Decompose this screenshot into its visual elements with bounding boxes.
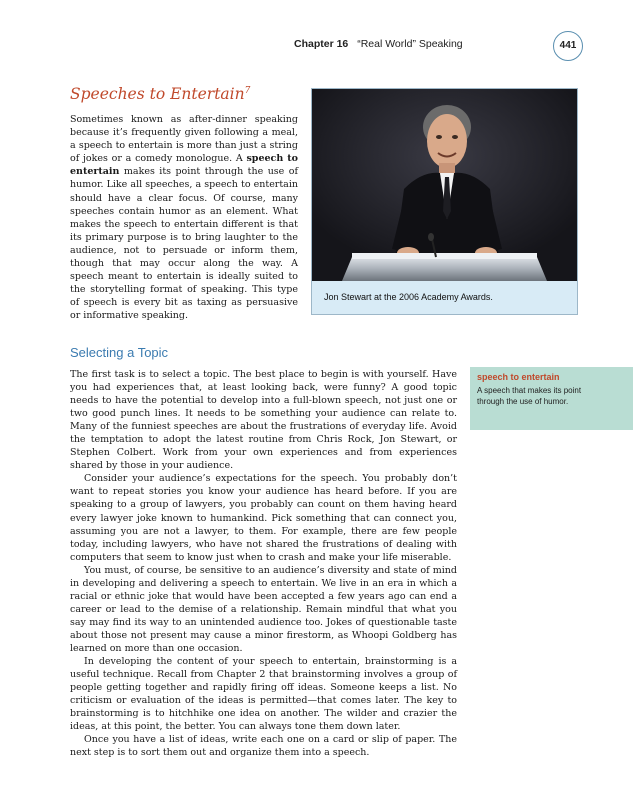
section-title — [70, 85, 250, 103]
paragraph: In developing the content of your speech to entertain, brainstorming is a useful technique. Recall from Chapter 2 that brainstorming involves a group of people getting together and rapidly firing off ideas. Someone keeps a list. No criticism or evaluation of the ideas is permitted—that comes later. The key to brainstorming is to hitchhike one idea on another. The wilder and crazier the ideas, at this point, the better. You can always tone them down later. — [70, 656, 457, 733]
glossary-definition: A speech that makes its point through the use of humor. — [477, 386, 582, 406]
page-number: 441 — [553, 31, 583, 61]
running-header — [294, 38, 463, 50]
footnote-marker: 7 — [244, 85, 251, 96]
paragraph: Consider your audience’s expectations for the speech. You probably don’t want to repeat stories you know your audience has heard before. If you are speaking to a group of lawyers, you probably can count on them having heard every lawyer joke known to humankind. Pick something that can connect you, assuming you are not a lawyer, to them. For example, there are few people today, including lawyers, who have not shared the frustrations of dealing with computers that seem to know just when to crash and make your life miserable. — [70, 473, 457, 563]
chapter-title: “Real World” Speaking — [357, 38, 463, 50]
subsection-title: Selecting a Topic — [70, 345, 169, 360]
paragraph: Once you have a list of ideas, write each one on a card or slip of paper. The next step is to sort them out and organize them into a speech. — [70, 734, 457, 759]
intro-paragraph — [70, 113, 298, 323]
paragraph: The first task is to select a topic. The best place to begin is with yourself. Have you had experiences that, at least looking back, were funny? A good topic needs to have the potential to develop into a full-blown speech, not just one or two good punch lines. It needs to be something your audience can relate to. Many of the funniest speeches are about the frustrations of everyday life. Avoid the temptation to adopt the latest routine from Chris Rock, Jon Stewart, or Stephen Colbert. Work from your own experiences and from experiences shared by those in your audience. — [70, 369, 457, 472]
glossary-box — [470, 367, 633, 430]
photo-figure — [311, 88, 578, 315]
paragraph: You must, of course, be sensitive to an audience’s diversity and state of mind in developing and delivering a speech to entertain. We live in an era in which a racial or ethnic joke that would have been accepted a few years ago can end a career or lead to the demise of a relationship. Remain mindful that what you say may find its way to an unintended audience too. Jokes of questionable taste about those not present may cause a minor firestorm, as Whoopi Goldberg has learned on more than one occasion. — [70, 564, 457, 654]
photo-caption: Jon Stewart at the 2006 Academy Awards. — [324, 292, 493, 302]
photo-illustration — [312, 89, 577, 281]
glossary-term: speech to entertain — [477, 372, 560, 382]
chapter-label: Chapter 16 — [294, 38, 349, 50]
intro-text-1: Sometimes known as after-dinner speaking because it’s frequently given following a meal, a speech to entertain is more than just a string of jokes or a comedy monologue. A — [70, 114, 298, 165]
body-text — [70, 368, 457, 759]
intro-text-2: makes its point through the use of humor. Like all speeches, a speech to entertain should have a clear focus. Of course, many speeches contain humor as an element. What makes the speech to entertain different is that its primary purpose is to bring laughter to the audience, not to persuade or inform them, though that may occur along the way. A speech meant to entertain is ideally suited to the storytelling format of speaking. This type of speech is every bit as taxing as persuasive or informative speaking. — [70, 166, 298, 322]
section-title-text: Speeches to Entertain — [70, 85, 245, 103]
jon-stewart-photo — [312, 89, 577, 281]
key-term: speech to entertain — [70, 153, 298, 178]
